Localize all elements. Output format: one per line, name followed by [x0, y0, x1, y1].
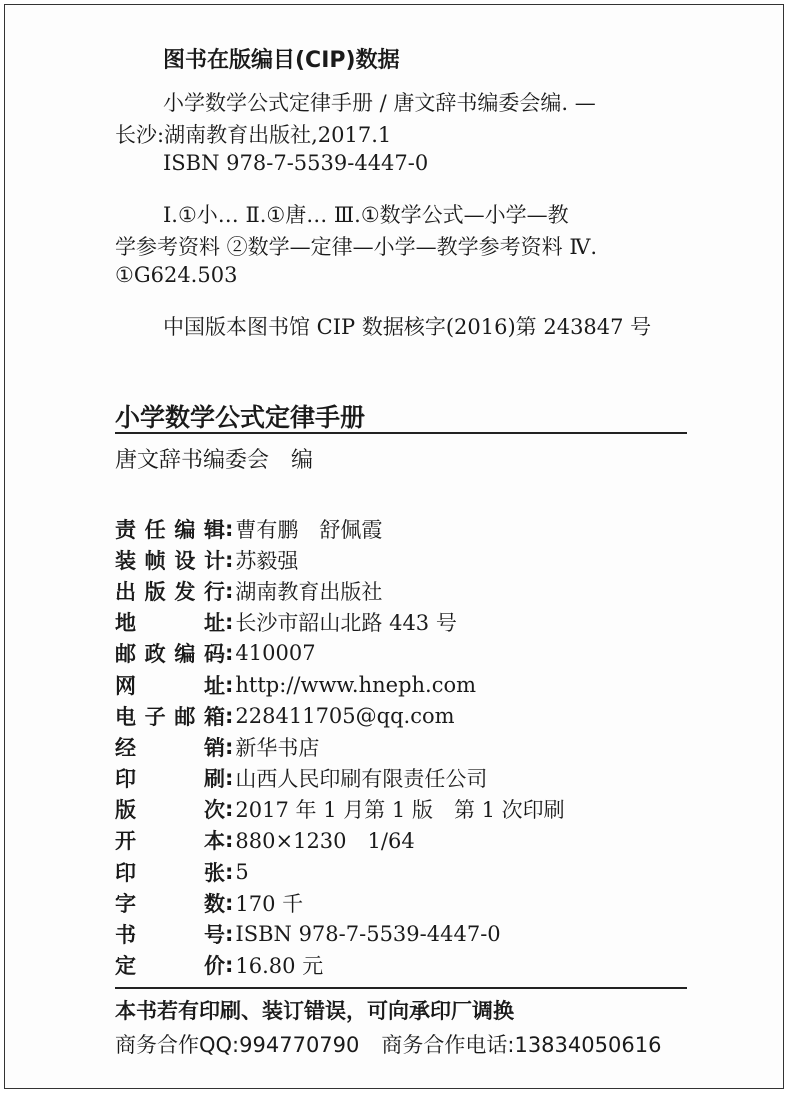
info-colon: :	[225, 516, 234, 541]
info-label-char: 次	[204, 798, 225, 823]
info-label-char: 装	[115, 548, 136, 573]
info-label	[115, 545, 225, 575]
info-colon: :	[225, 953, 234, 978]
info-label-char: 字	[115, 891, 136, 916]
info-colon: :	[225, 547, 234, 572]
info-label	[115, 888, 225, 918]
info-label-char: 张	[204, 860, 225, 885]
cip-line: ISBN 978-7-5539-4447-0	[163, 151, 429, 175]
info-value: 湖南教育出版社	[235, 579, 383, 604]
info-label-char: 子	[144, 704, 166, 729]
cip-line: Ⅰ.①小… Ⅱ.①唐… Ⅲ.①数学公式—小学—教	[163, 203, 569, 227]
info-value: 长沙市韶山北路 443 号	[235, 611, 457, 636]
cip-title: 图书在版编目(CIP)数据	[163, 48, 400, 73]
info-label-char: 设	[174, 548, 196, 573]
publication-info	[115, 513, 565, 981]
info-label	[115, 763, 225, 793]
footer-divider	[115, 987, 687, 989]
info-colon: :	[225, 703, 234, 728]
info-label-char: 出	[115, 579, 136, 604]
contact-qq: 商务合作QQ:994770790	[115, 1033, 360, 1057]
info-value: ISBN 978-7-5539-4447-0	[235, 922, 501, 947]
info-colon: :	[225, 766, 234, 791]
info-label	[115, 514, 225, 544]
info-label-char: 任	[144, 517, 166, 542]
info-label	[115, 701, 225, 731]
info-value: 228411705@qq.com	[235, 703, 455, 728]
info-row	[115, 513, 565, 544]
info-label-char: 责	[115, 517, 136, 542]
info-label-char: 邮	[115, 642, 136, 667]
info-row	[115, 950, 565, 981]
info-label-char: 本	[204, 829, 225, 854]
info-colon: :	[225, 890, 234, 915]
info-label-char: 版	[144, 579, 166, 604]
info-label-char: 计	[203, 548, 225, 573]
info-label-char: 辑	[203, 517, 225, 542]
info-row	[115, 856, 565, 887]
info-label-char: 政	[144, 642, 166, 667]
info-colon: :	[225, 922, 234, 947]
info-label-char: 刷	[204, 767, 225, 792]
info-label-char: 定	[115, 954, 136, 979]
cip-line: 学参考资料 ②数学—定律—小学—教学参考资料 Ⅳ.	[115, 235, 598, 259]
info-row	[115, 607, 565, 638]
info-value: 山西人民印刷有限责任公司	[235, 767, 488, 792]
info-label	[115, 857, 225, 887]
info-label-char: 销	[204, 735, 225, 760]
info-value: 880×1230 1/64	[235, 829, 415, 854]
info-label-char: 印	[115, 767, 136, 792]
info-label-char: 行	[203, 579, 225, 604]
cip-line: 小学数学公式定律手册 / 唐文辞书编委会编. —	[163, 91, 596, 115]
business-contact	[115, 1029, 661, 1059]
info-label-char: 邮	[174, 704, 196, 729]
editor-credit: 唐文辞书编委会 编	[115, 448, 314, 473]
info-row	[115, 700, 565, 731]
info-row	[115, 825, 565, 856]
info-row	[115, 918, 565, 949]
info-row	[115, 544, 565, 575]
copyright-page	[4, 4, 784, 1089]
info-colon: :	[225, 734, 234, 759]
info-colon: :	[225, 797, 234, 822]
info-label-char: 码	[203, 642, 225, 667]
info-value: 苏毅强	[235, 548, 299, 573]
cip-line: 长沙:湖南教育出版社,2017.1	[115, 123, 392, 147]
info-value: http://www.hneph.com	[235, 672, 477, 697]
info-label-char: 编	[174, 642, 196, 667]
info-colon: :	[225, 578, 234, 603]
info-row	[115, 731, 565, 762]
info-label-char: 电	[115, 704, 136, 729]
info-value: 16.80 元	[235, 954, 324, 979]
info-label	[115, 919, 225, 949]
info-label-char: 址	[204, 611, 225, 636]
info-label-char: 价	[204, 954, 225, 979]
info-row	[115, 763, 565, 794]
info-label	[115, 950, 225, 980]
cip-line: ①G624.503	[115, 263, 238, 287]
info-label-char: 经	[115, 735, 136, 760]
info-row	[115, 794, 565, 825]
info-label	[115, 670, 225, 700]
info-row	[115, 638, 565, 669]
title-divider	[115, 432, 687, 434]
info-row	[115, 575, 565, 606]
info-label-char: 版	[115, 798, 136, 823]
info-label-char: 开	[115, 829, 136, 854]
info-label	[115, 607, 225, 637]
info-row	[115, 887, 565, 918]
info-label	[115, 794, 225, 824]
info-value: 曹有鹏 舒佩霞	[235, 517, 383, 542]
info-label	[115, 638, 225, 668]
info-label-char: 网	[115, 673, 136, 698]
info-label-char: 编	[174, 517, 196, 542]
info-value: 410007	[235, 641, 316, 666]
info-label-char: 地	[115, 611, 136, 636]
info-colon: :	[225, 859, 234, 884]
book-title: 小学数学公式定律手册	[115, 403, 366, 432]
info-colon: :	[225, 672, 234, 697]
contact-phone: 商务合作电话:13834050616	[381, 1033, 662, 1057]
info-label-char: 印	[115, 860, 136, 885]
info-value: 2017 年 1 月第 1 版 第 1 次印刷	[235, 798, 565, 823]
info-label-char: 帧	[144, 548, 166, 573]
info-colon: :	[225, 828, 234, 853]
info-row	[115, 669, 565, 700]
info-value: 5	[235, 859, 249, 884]
info-value: 170 千	[235, 891, 304, 916]
info-colon: :	[225, 610, 234, 635]
info-label-char: 发	[174, 579, 196, 604]
info-label	[115, 576, 225, 606]
info-label	[115, 825, 225, 855]
info-label-char: 书	[115, 923, 136, 948]
info-colon: :	[225, 641, 234, 666]
info-label-char: 址	[204, 673, 225, 698]
info-label-char: 箱	[203, 704, 225, 729]
reprint-notice: 本书若有印刷、装订错误，可向承印厂调换	[115, 999, 514, 1023]
info-label	[115, 732, 225, 762]
info-label-char: 号	[204, 923, 225, 948]
cip-line: 中国版本图书馆 CIP 数据核字(2016)第 243847 号	[163, 315, 652, 339]
info-label-char: 数	[204, 891, 225, 916]
info-value: 新华书店	[235, 735, 320, 760]
